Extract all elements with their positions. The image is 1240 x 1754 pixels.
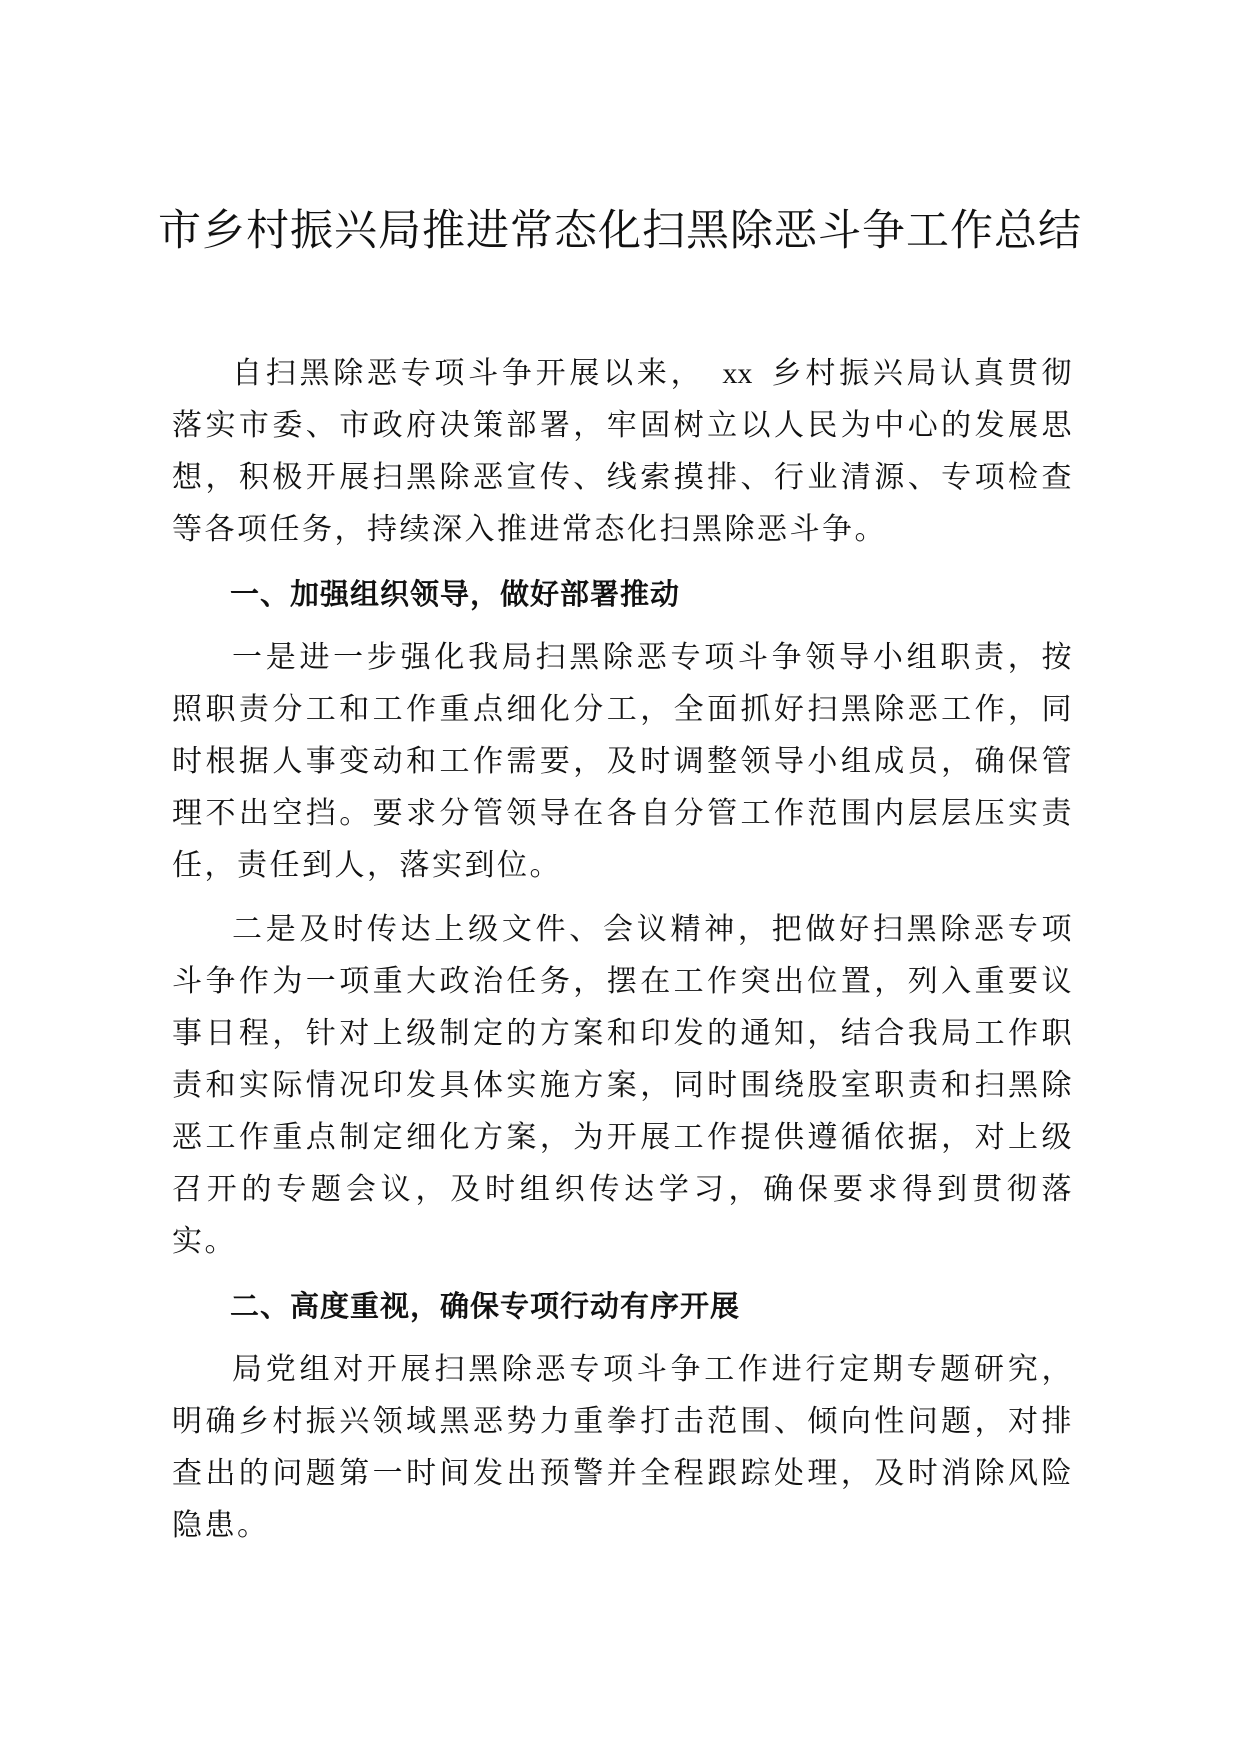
intro-text-start: 自扫黑除恶专项斗争开展以来， [232, 356, 705, 391]
city-placeholder: xx [722, 357, 753, 390]
document-body [172, 348, 1074, 1564]
section-2-paragraph-1: 局党组对开展扫黑除恶专项斗争工作进行定期专题研究，明确乡村振兴领域黑恶势力重拳打击范围、倾向性问题，对排查出的问题第一时间发出预警并全程跟踪处理，及时消除风险隐患。 [172, 1352, 1074, 1543]
intro-text-rest: 乡村振兴局认真贯彻落实市委、市政府决策部署，牢固树立以人民为中心的发展思想，积极开展扫黑除恶宣传、线索摸排、行业清源、专项检查等各项任务，持续深入推进常态化扫黑除恶斗争。 [172, 356, 1075, 547]
document-title: 市乡村振兴局推进常态化扫黑除恶斗争工作总结 [158, 206, 1082, 256]
intro-paragraph [172, 348, 1074, 556]
section-1-paragraph-2: 二是及时传达上级文件、会议精神，把做好扫黑除恶专项斗争作为一项重大政治任务，摆在工作突出位置，列入重要议事日程，针对上级制定的方案和印发的通知，结合我局工作职责和实际情况印发具体实施方案，同时围绕股室职责和扫黑除恶工作重点制定细化方案，为开展工作提供遵循依据，对上级召开的专题会议，及时组织传达学习，确保要求得到贯彻落实。 [172, 912, 1074, 1259]
section-heading-2: 二、高度重视，确保专项行动有序开展 [230, 1289, 741, 1323]
section-1-paragraph-1: 一是进一步强化我局扫黑除恶专项斗争领导小组职责，按照职责分工和工作重点细化分工，全面抓好扫黑除恶工作，同时根据人事变动和工作需要，及时调整领导小组成员，确保管理不出空挡。要求分管领导在各自分管工作范围内层层压实责任，责任到人，落实到位。 [172, 640, 1074, 883]
section-heading-1: 一、加强组织领导，做好部署推动 [230, 577, 681, 611]
